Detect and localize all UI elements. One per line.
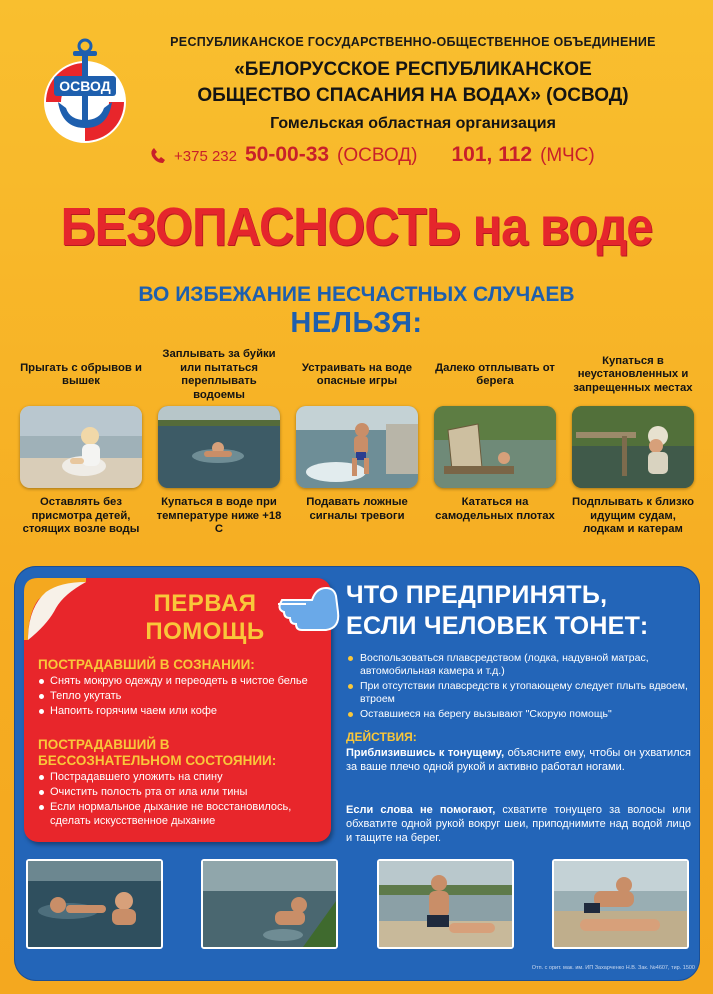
actions-heading: ДЕЙСТВИЯ: <box>346 730 417 744</box>
org-name-line2: ОБЩЕСТВО СПАСАНИЯ НА ВОДАХ» (ОСВОД) <box>197 85 629 106</box>
paragraph-bold: Приблизившись к тонущему, <box>346 747 505 759</box>
list-item: Очистить полость рта от ила или тины <box>38 785 323 799</box>
rule-bottom-text: Подавать ложные сигналы тревоги <box>306 496 408 522</box>
list-item: Оставшиеся на берегу вызывают "Скорую помощь" <box>346 708 691 721</box>
action-paragraph-2 <box>346 803 691 845</box>
rule-photo-child-beach <box>20 406 142 488</box>
rule-photo-raft <box>434 406 556 488</box>
photo-artificial-breathing <box>552 859 689 949</box>
org-name-line1: «БЕЛОРУССКОЕ РЕСПУБЛИКАНСКОЕ <box>234 59 592 80</box>
phone-numbers <box>150 143 680 169</box>
unconscious-heading-line2: БЕССОЗНАТЕЛЬНОМ СОСТОЯНИИ: <box>38 753 277 768</box>
rule-bottom-text: Купаться в воде при температуре ниже +18 С <box>156 496 282 535</box>
unconscious-heading <box>38 737 276 769</box>
rule-photo-swimmer-lake <box>158 406 280 488</box>
paragraph-text: объясните ему, чтобы он ухватился за ваше плечо одной рукой и активно работал ногами. <box>346 747 691 773</box>
rule-bottom-text: Подплывать к близко идущим судам, лодкам и катерам <box>571 496 694 535</box>
conscious-list <box>38 674 323 719</box>
rule-top-text: Прыгать с обрывов и вышек <box>20 361 142 387</box>
rule-top-text: Далеко отплывать от берега <box>435 361 555 387</box>
osvod-logo <box>40 36 130 144</box>
rule-item <box>568 350 698 546</box>
unconscious-heading-line1: ПОСТРАДАВШИЙ В <box>38 737 170 752</box>
phone-main-label: (ОСВОД) <box>337 145 418 166</box>
forbidden-heading: НЕЛЬЗЯ: <box>290 307 423 339</box>
rule-photo-old-pier <box>572 406 694 488</box>
paragraph-text: схватите тонущего за волосы или обхватите одной рукой вокруг шеи, приподнимите над водой лицо и тащите на берег. <box>346 804 691 844</box>
org-name <box>140 57 686 109</box>
rule-item <box>16 350 146 546</box>
phone-main: 50-00-33 <box>244 143 330 166</box>
rule-top-text: Заплывать за буйки или пытаться переплывать водоемы <box>162 348 276 401</box>
org-subtitle: Гомельская областная организация <box>270 115 556 132</box>
phone-icon <box>150 147 166 165</box>
rule-item <box>154 350 284 546</box>
rule-photo-boy-jumping <box>296 406 418 488</box>
drowning-title-line2: ЕСЛИ ЧЕЛОВЕК ТОНЕТ: <box>346 612 649 640</box>
main-title: БЕЗОПАСНОСТЬ на воде <box>60 197 653 257</box>
list-item: Воспользоваться плавсредством (лодка, надувной матрас, автомобильная камера и т.д.) <box>346 652 691 678</box>
logo-text: ОСВОД <box>59 78 111 94</box>
org-top-line: РЕСПУБЛИКАНСКОЕ ГОСУДАРСТВЕННО-ОБЩЕСТВЕННОЕ ОБЪЕДИНЕНИЕ <box>170 35 656 49</box>
pointing-hand-icon <box>276 582 346 638</box>
warning-line: ВО ИЗБЕЖАНИЕ НЕСЧАСТНЫХ СЛУЧАЕВ <box>138 283 575 306</box>
conscious-heading: ПОСТРАДАВШИЙ В СОЗНАНИИ: <box>38 657 255 672</box>
rule-bottom-text: Оставлять без присмотра детей, стоящих возле воды <box>22 496 140 535</box>
first-aid-title-line2: ПОМОЩЬ <box>145 618 265 645</box>
unconscious-list <box>38 770 323 829</box>
first-aid-title-line1: ПЕРВАЯ <box>153 590 257 617</box>
action-paragraph-1 <box>346 746 691 774</box>
page-curl-icon <box>24 578 86 640</box>
rule-bottom-text: Кататься на самодельных плотах <box>435 496 555 522</box>
list-item: Пострадавшего уложить на спину <box>38 770 323 784</box>
rule-item <box>430 350 560 546</box>
photo-towing-to-shore <box>201 859 338 949</box>
phone-emergency: 101, 112 <box>451 143 533 166</box>
rule-item <box>292 350 422 546</box>
paragraph-bold: Если слова не помогают, <box>346 804 496 816</box>
phone-prefix: +375 232 <box>174 148 237 165</box>
phone-emergency-label: (МЧС) <box>540 145 595 166</box>
list-item: При отсутствии плавсредств к утопающему следует плыть вдвоем, втроем <box>346 680 691 706</box>
photo-rescue-in-water <box>26 859 163 949</box>
list-item: Тепло укутать <box>38 689 323 703</box>
photo-cpr-shore <box>377 859 514 949</box>
list-item: Напоить горячим чаем или кофе <box>38 704 323 718</box>
drowning-title-line1: ЧТО ПРЕДПРИНЯТЬ, <box>346 581 608 609</box>
drowning-steps <box>346 652 691 723</box>
rule-top-text: Купаться в неустановленных и запрещенных местах <box>573 354 693 394</box>
list-item: Если нормальное дыхание не восстановилось, сделать искусственное дыхание <box>38 800 323 828</box>
rule-top-text: Устраивать на воде опасные игры <box>301 361 413 387</box>
print-info: Отп. с орит. мак. им. ИП Захарченко Н.В. Зак. №4607, тир. 1500 <box>531 965 695 971</box>
list-item: Снять мокрую одежду и переодеть в чистое белье <box>38 674 323 688</box>
drowning-title <box>346 580 691 642</box>
